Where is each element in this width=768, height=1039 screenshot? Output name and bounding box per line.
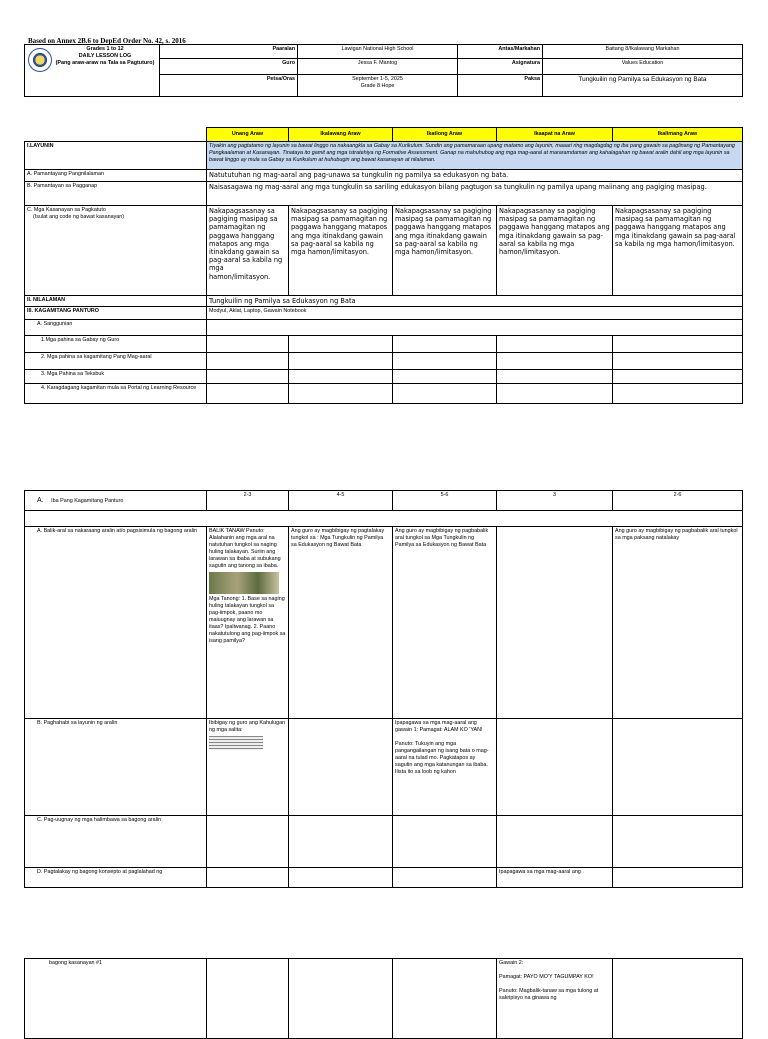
col-label-5: 2-6 [613, 491, 743, 511]
dll-subtitle: (Pang araw-araw na Tala sa Pagtuturo) [55, 60, 155, 66]
gawain2-cell [497, 959, 613, 1039]
petsa-label: Petsa/Oras [160, 75, 298, 97]
layunin-text: Tiyakin ang pagtatamo ng layunin sa bawat linggo na nakaangkla sa Gabay sa Kurikulum. Sundin ang pamamaraan upang matamo ang layunin, maaari ring magdagdag ng iba pang gawain sa paglinang ng Pamantayang Pangkaalaman at Kasanayan. Tinataya ito gamit ang mga istratehiya ng Formative Assessment. Ganap na mahuhubog ang mga mag-aaral at mararamdaman ang kahalagahan ng bawat aralin dahil ang mga layunin sa bawat linggo ay mula sa Gabay sa Kurikulum at huhubugin ang bawat kasanayan at nilalaman. [207, 142, 743, 170]
kagamitan-text: Modyul, Aklat, Laptop, Gawain Notebook [207, 307, 743, 320]
kasanayan-day3: Nakapagsasanay sa pagiging masipag sa pamamagitan ng paggawa hanggang matapos ang mga itinakdang gawain sa pag-aaral sa kabila ng mga hamon/limitasyon. [393, 206, 497, 296]
pamantayang-pangnilalaman-text: Natututuhan ng mag-aaral ang pag-unawa sa tungkulin ng pamilya sa edukasyon ng bata. [207, 170, 743, 182]
nilalaman-text: Tungkuilin ng Pamilya sa Edukasyon ng Bata [207, 296, 743, 307]
paaralan-value: Lawigan National High School [298, 45, 458, 59]
lesson-table-1 [24, 127, 743, 404]
savings-photo [209, 572, 279, 594]
kasanayan-day2: Nakapagsasanay sa pagiging masipag sa pamamagitan ng paggawa hanggang matapos ang mga itinakdang gawain sa pag-aaral sa kabila ng mga hamon/limitasyon. [289, 206, 393, 296]
balik-tanaw-questions: Mga Tanong: 1. Base sa naging huling talakayan tungkol sa pag-iimpok, paano mo maiuugnay ang larawan sa itaas? Ipaliwanag. 2. Paano nakatutulong ang pag-iimpok sa isang pamilya? [209, 596, 286, 644]
dll-title: DAILY LESSON LOG [78, 53, 132, 59]
lesson-table-3 [24, 958, 743, 1039]
pamantayang-pangnilalaman-label: A. Pamantayang Pangnilalaman [25, 170, 207, 182]
paghahabi-day3 [393, 719, 497, 816]
pagtalakay-cont-label: bagong kasanayan #1 [25, 959, 207, 1039]
col-label-3: 5-6 [393, 491, 497, 511]
kasanayan-day1: Nakapagsasanay sa pagiging masipag sa pamamagitan ng paggawa hanggang matapos ang mga itinakdang gawain sa pag-aaral sa kabila ng mga hamon/limitasyon. [207, 206, 289, 296]
pamantayan-pagganap-text: Naisasagawa ng mag-aaral ang mga tungkulin sa sariling edukasyon bilang pagtugon sa tungkulin ng pamilya upang maiinang ang pagiging masipag. [207, 182, 743, 206]
day-header-5: Ikalimang Araw [613, 128, 743, 142]
paghahabi-day1 [207, 719, 289, 816]
gawain1-panuto: Panuto: Tukuyin ang mga pangangailangan ng isang bata o mag-aaral na tulad mo. Pagkatapos ay sagutin ang mga katanungan sa ibaba. Ilista ito sa loob ng kahon [395, 741, 489, 775]
guro-label: Guro [160, 59, 298, 75]
paghahabi-day1-text: Ibibigay ng guro ang Kahulugan ng mga salita: [209, 720, 286, 733]
gawain2-pamagat: Pamagat: PAYO MO'Y TAGUMPAY KO! [499, 974, 594, 980]
paksa-label: Paksa [458, 75, 543, 97]
kagamitan-label: III. KAGAMITANG PANTURO [25, 307, 207, 320]
iba-letter: A. [37, 496, 44, 504]
lesson-table-2 [24, 490, 743, 888]
kasanayan-day5: Nakapagsasanay sa pagiging masipag sa pamamagitan ng paggawa hanggang matapos ang mga itinakdang gawain sa pag-aaral sa kabila ng mga hamon/limitasyon. [613, 206, 743, 296]
kasanayan-day4: Nakapagsasanay sa pagiging masipag sa pamamagitan ng paggawa hanggang matapos ang mga itinakdang gawain sa pag-aaral sa kabila ng mga hamon/limitasyon. [497, 206, 613, 296]
iba-pang-kagamitan-label: Iba Pang Kagamitang Panturo [51, 497, 124, 504]
balik-tanaw-instructions: BALIK TANAW Panuto: Alalahanin ang mga aral na natutuhan tungkol sa naging huling talakayan. Suriin ang larawan sa ibaba at subukang sagutin ang tanong sa ibaba. [209, 528, 281, 569]
annex-reference: Based on Annex 2B.6 to DepEd Order No. 42, s. 2016 [28, 37, 186, 45]
paksa-value: Tungkuilin ng Pamilya sa Edukasyon ng Bata [543, 75, 743, 97]
gawain2-panuto: Panuto: Magbalik-tanaw sa mga tulong at sakripisyo na ginawa ng [499, 988, 599, 1001]
balik-aral-day3: Ang guro ay magbibigay ng pagbabalik aral tungkol sa Mga Tungkulin ng Pamilya sa Edukasyon ng Bawat Bata [393, 527, 497, 719]
gawain1-title: Ipapagawa sa mga mag-aaral ang gawain 1: Pamagat: ALAM KO 'YAN! [395, 720, 483, 733]
asignatura-value: Values Education [543, 59, 743, 75]
col-label-2: 4-5 [289, 491, 393, 511]
col-label-1: 2-3 [207, 491, 289, 511]
guro-value: Jessa F. Mantog [298, 59, 458, 75]
sanggunian-label: A. Sanggunian [25, 320, 207, 336]
header-logo-cell [25, 45, 160, 97]
day-header-4: Ikaapat na Araw [497, 128, 613, 142]
kasanayan-sub: (Isulat ang code ng bawat kasanayan) [33, 214, 125, 220]
day-header-1: Unang Araw [207, 128, 289, 142]
petsa-value: September 1-5, 2025 [352, 76, 403, 82]
pagtalakay-label: D. Pagtalakay ng bagong konsepto at paglalahad ng [25, 868, 207, 888]
ref-kagamitang-mag-aaral: 2. Mga pahina sa kagamitang Pang Mag-aaral [25, 353, 207, 370]
deped-seal-icon [28, 48, 52, 72]
paaralan-label: Paaralan [160, 45, 298, 59]
nilalaman-label: II. NILALAMAN [25, 296, 207, 307]
pamantayan-pagganap-label: B. Pamantayan sa Pagganap [25, 182, 207, 206]
pagtalakay-day4: Ipapagawa sa mga mag-aaral ang [497, 868, 613, 888]
header-table [24, 44, 743, 97]
asignatura-label: Asignatura [458, 59, 543, 75]
antas-label: Antas/Markahan [458, 45, 543, 59]
layunin-label: I.LAYUNIN [25, 142, 207, 170]
day-header-3: Ikatlong Araw [393, 128, 497, 142]
kasanayan-label-cell [25, 206, 207, 296]
balik-aral-day2: Ang guro ay magbibigay ng pagtalakay tungkol sa : Mga Tungkulin ng Pamilya sa Edukasyon ng Bawat Bata [289, 527, 393, 719]
paghahabi-label: B. Paghahabi sa layunin ng aralin [25, 719, 207, 816]
grades-label: Grades 1 to 12 [86, 46, 124, 52]
ref-teksbuk: 3. Mga Pahina sa Teksbuk [25, 370, 207, 384]
pag-uugnay-label: C. Pag-uugnay ng mga halimbawa sa bagong aralin [25, 816, 207, 868]
iba-pang-kagamitan-label-cell [25, 491, 207, 511]
col-label-4: 3 [497, 491, 613, 511]
balik-aral-day1 [207, 527, 289, 719]
ref-gabay-guro: 1.Mga pahina sa Gabay ng Guro [25, 336, 207, 353]
antas-value: Baitang 8/Ikalawang Markahan [543, 45, 743, 59]
section-value: Grade 8 Hope [360, 83, 395, 89]
balik-aral-day5: Ang guro ay magbibigay ng pagbabalik aral tungkol sa mga paksang natalakay [613, 527, 743, 719]
balik-aral-label: A. Balik-aral sa nakaraang aralin at/o pagsisimula ng bagong aralin [25, 527, 207, 719]
kasanayan-label: C. Mga Kasanayan sa Pagkatuto [27, 207, 106, 213]
word-definitions-image [209, 736, 263, 750]
ref-learning-resource: 4. Karagdagang kagamitan mula sa Portal ng Learning Resource [25, 384, 207, 404]
day-header-2: Ikalawang Araw [289, 128, 393, 142]
petsa-cell [298, 75, 458, 97]
gawain2-title: Gawain 2: [499, 960, 524, 966]
